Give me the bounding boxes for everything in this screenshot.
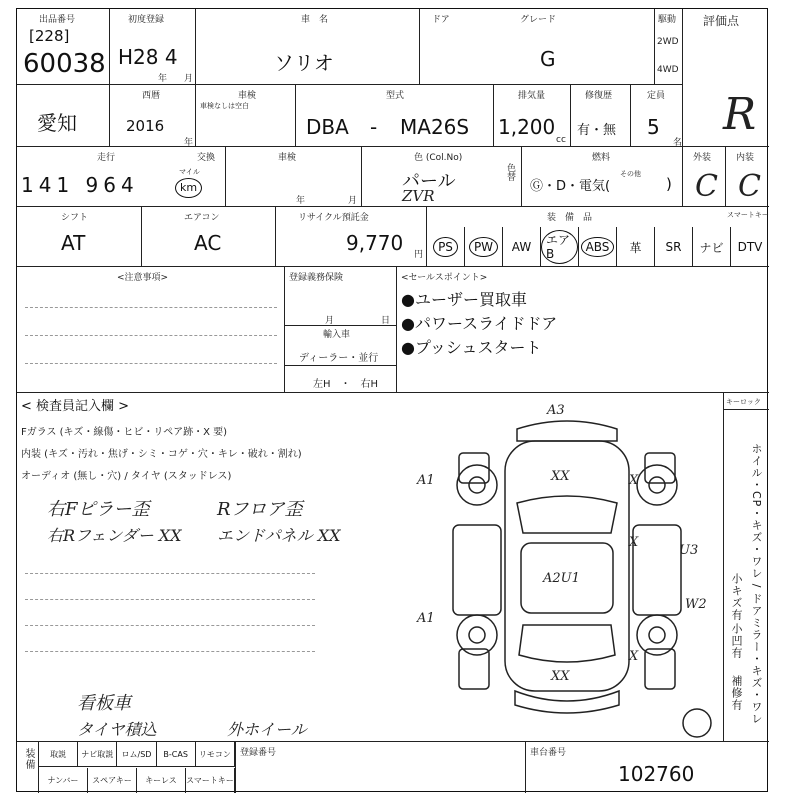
color-cell	[362, 147, 522, 207]
footer-item: ロム/SD	[117, 742, 156, 767]
mileage-cell	[17, 147, 226, 207]
body-inspection-cell	[226, 147, 362, 207]
sales-point-1: ●ユーザー買取車	[401, 290, 527, 309]
model-type-cell	[296, 85, 494, 147]
audio-line: オーディオ (無し・穴) / タイヤ (スタッドレス)	[21, 471, 232, 482]
lot-sub: [228]	[29, 27, 70, 45]
body-label: 車検	[278, 153, 297, 163]
drive-cell	[655, 9, 683, 85]
mileage-label: 走行	[97, 153, 116, 163]
mark-w2: W2	[685, 597, 707, 612]
interior-cell	[726, 147, 769, 207]
shift-label: シフト	[61, 213, 89, 223]
first-registration-cell	[110, 9, 196, 85]
inspection-cell	[196, 85, 296, 147]
shift-value: AT	[61, 231, 86, 255]
footer-item: 取説	[39, 742, 78, 767]
footer-item: スマートキー	[186, 768, 235, 793]
reg-label: 初度登録	[128, 15, 165, 25]
equipment-item: SR	[655, 227, 693, 267]
lot-number: 60038	[23, 49, 106, 79]
handle-value: 左H ・ 右H	[313, 379, 379, 390]
mark-a1-front: A1	[417, 473, 435, 488]
warranty-month: 月	[325, 316, 335, 326]
footer-item: スペアキー	[88, 768, 137, 793]
ac-label: エアコン	[184, 213, 220, 223]
fuel-value: Ⓖ・D・電気(	[530, 179, 611, 194]
seats-value: 5	[647, 115, 660, 139]
score-value: R	[723, 89, 757, 140]
equipment-item: PW	[465, 227, 503, 267]
seats-label: 定員	[647, 91, 666, 101]
name-label: 車 名	[301, 15, 329, 25]
cc-unit: cc	[556, 135, 566, 145]
exterior-label: 外装	[693, 153, 712, 163]
door-label: ドア	[432, 15, 450, 25]
repair-label: 修復歴	[585, 91, 613, 101]
repair-history-cell	[571, 85, 631, 147]
mark-a3: A3	[547, 403, 565, 418]
fuel-label: 燃料	[592, 153, 611, 163]
import-value: ディーラー・並行	[299, 353, 379, 364]
model-year-value: 2016	[126, 117, 165, 135]
note-tires: タイヤ積込	[77, 720, 157, 739]
mileage-change-label: 交換	[197, 153, 216, 163]
lot-number-cell	[17, 9, 110, 85]
model-year-label: 西暦	[142, 91, 161, 101]
recycle-value: 9,770	[346, 231, 404, 255]
equipment-item: ABS	[579, 227, 617, 267]
equipment-item: エアB	[541, 227, 579, 267]
import-label: 輸入車	[323, 330, 351, 340]
diagram-marks	[417, 393, 723, 741]
type-prefix: DBA	[306, 115, 349, 139]
area-value: 愛知	[37, 111, 77, 135]
reg-year-mark: 年	[158, 74, 168, 84]
caution-label: <注意事項>	[117, 273, 169, 283]
footer-item: リモコン	[196, 742, 235, 767]
fuel-other: その他	[620, 170, 641, 178]
area-cell	[17, 85, 110, 147]
inspector-section	[17, 393, 417, 741]
repair-value: 有・無	[577, 123, 617, 138]
side-note-dent: 小凹有	[730, 623, 743, 659]
mark-xx-hood: XX	[551, 469, 570, 484]
cc-value: 1,200	[498, 115, 556, 139]
body-year: 年	[296, 196, 306, 206]
lot-label: 出品番号	[39, 15, 76, 25]
chassis-number-cell	[525, 742, 769, 793]
footer	[17, 741, 769, 793]
color-value: パール	[402, 171, 456, 192]
mark-x-rear-fender: X	[629, 649, 639, 664]
glass-line: Fガラス (キズ・線傷・ヒビ・リペア跡・X 要)	[21, 427, 228, 438]
equipment-item: AW	[503, 227, 541, 267]
mark-xx-rear: XX	[551, 669, 570, 684]
footer-items	[39, 742, 235, 793]
footer-item: キーレス	[137, 768, 186, 793]
drive-4wd: 4WD	[657, 65, 679, 75]
displacement-cell	[494, 85, 571, 147]
side-note-main: ホイル・CP・キズ・ワレ / ドアミラー・キズ・ワレ	[750, 443, 763, 726]
mark-x-fender: X	[629, 473, 639, 488]
recycle-unit: 円	[414, 250, 424, 260]
equipment-label: 装 備 品	[547, 213, 593, 223]
mileage-unit-mile: マイル	[179, 168, 200, 176]
equipment-cell	[427, 207, 769, 267]
mark-a1-side: A1	[417, 611, 435, 626]
side-note-scratch: 小キズ有	[730, 573, 743, 621]
inspection-label: 車検	[238, 91, 257, 101]
sales-points-cell	[397, 267, 769, 393]
note-floor: Rフロア歪	[217, 499, 303, 520]
car-name-cell	[196, 9, 420, 85]
reg-month-mark: 月	[184, 74, 194, 84]
footer-item: ナンバー	[39, 768, 88, 793]
mark-x-door: X	[629, 535, 639, 550]
equipment-item: 革	[617, 227, 655, 267]
drive-2wd: 2WD	[657, 37, 679, 47]
drive-label: 駆動	[658, 15, 677, 25]
mileage-unit-km: km	[175, 178, 202, 198]
car-name: ソリオ	[274, 51, 334, 75]
chassis-number: 102760	[618, 762, 695, 786]
exterior-value: C	[695, 169, 718, 204]
registration-number-cell	[235, 742, 525, 793]
footer-item: B-CAS	[157, 742, 196, 767]
note-fender: 右Rフェンダー XX	[47, 526, 182, 545]
seats-cell	[631, 85, 683, 147]
type-dash: -	[370, 115, 378, 139]
note-display-car: 看板車	[77, 693, 131, 714]
mark-a2u1: A2U1	[543, 571, 580, 586]
score-label: 評価点	[703, 14, 740, 28]
equipment-item: DTV	[737, 240, 763, 254]
mileage-value: 141 964	[21, 173, 139, 197]
sales-label: <セールスポイント>	[401, 273, 488, 283]
type-label: 型式	[386, 91, 405, 101]
side-note-repair: 補修有	[730, 675, 743, 711]
seats-unit: 名	[673, 138, 683, 148]
equipment-item: ナビ	[693, 227, 731, 267]
footer-item: ナビ取説	[78, 742, 117, 767]
fuel-close: )	[666, 175, 672, 193]
aircon-cell	[142, 207, 276, 267]
fuel-cell	[522, 147, 683, 207]
side-notes-column	[723, 393, 769, 741]
note-wheels: 外ホイール	[227, 720, 307, 739]
ac-value: AC	[194, 231, 222, 255]
type-value: MA26S	[400, 115, 470, 139]
color-change-label: 色替	[505, 163, 515, 181]
keylock-label: キーロック	[726, 398, 761, 406]
interior-value: C	[738, 169, 761, 204]
note-pillar: 右Fピラー歪	[47, 499, 150, 520]
warranty-day: 日	[381, 316, 391, 326]
equipment-item: PS	[427, 227, 465, 267]
grade-label: グレード	[520, 15, 557, 25]
color-label: 色 (Col.No)	[414, 153, 463, 163]
auction-sheet	[16, 8, 768, 792]
body-month: 月	[348, 196, 358, 206]
caution-cell	[17, 267, 285, 393]
footer-equip-label-cell	[17, 742, 39, 793]
keyless-label: スマートキー	[727, 211, 769, 219]
footer-equip-label: 装備	[23, 748, 34, 770]
recycle-cell	[276, 207, 427, 267]
warranty-cell	[285, 267, 397, 393]
chassis-label: 車台番号	[530, 748, 567, 758]
equipment-list	[427, 227, 769, 267]
note-end-panel: エンドパネル XX	[217, 526, 341, 545]
score-cell	[683, 9, 769, 147]
year-mark: 年	[184, 138, 194, 148]
shift-cell	[17, 207, 142, 267]
interior-line: 内装 (キズ・汚れ・焦げ・シミ・コゲ・穴・キレ・破れ・割れ)	[21, 449, 302, 460]
color-code: ZVR	[402, 187, 435, 205]
grade-cell	[420, 9, 655, 85]
inspector-title: < 検査員記入欄 >	[21, 399, 130, 414]
reg-value: H28 4	[118, 45, 178, 69]
sales-point-2: ●パワースライドドア	[401, 314, 558, 333]
inspection-note: 車検なしは空白	[200, 102, 249, 110]
interior-label: 内装	[736, 153, 755, 163]
reg-no-label: 登録番号	[240, 748, 277, 758]
mark-u3: U3	[679, 543, 699, 558]
warranty-label: 登録義務保険	[289, 273, 344, 283]
grade-value: G	[540, 47, 556, 71]
recycle-label: リサイクル預託金	[298, 213, 369, 223]
exterior-cell	[683, 147, 726, 207]
sales-point-3: ●プッシュスタート	[401, 338, 542, 357]
model-year-cell	[110, 85, 196, 147]
cc-label: 排気量	[518, 91, 546, 101]
